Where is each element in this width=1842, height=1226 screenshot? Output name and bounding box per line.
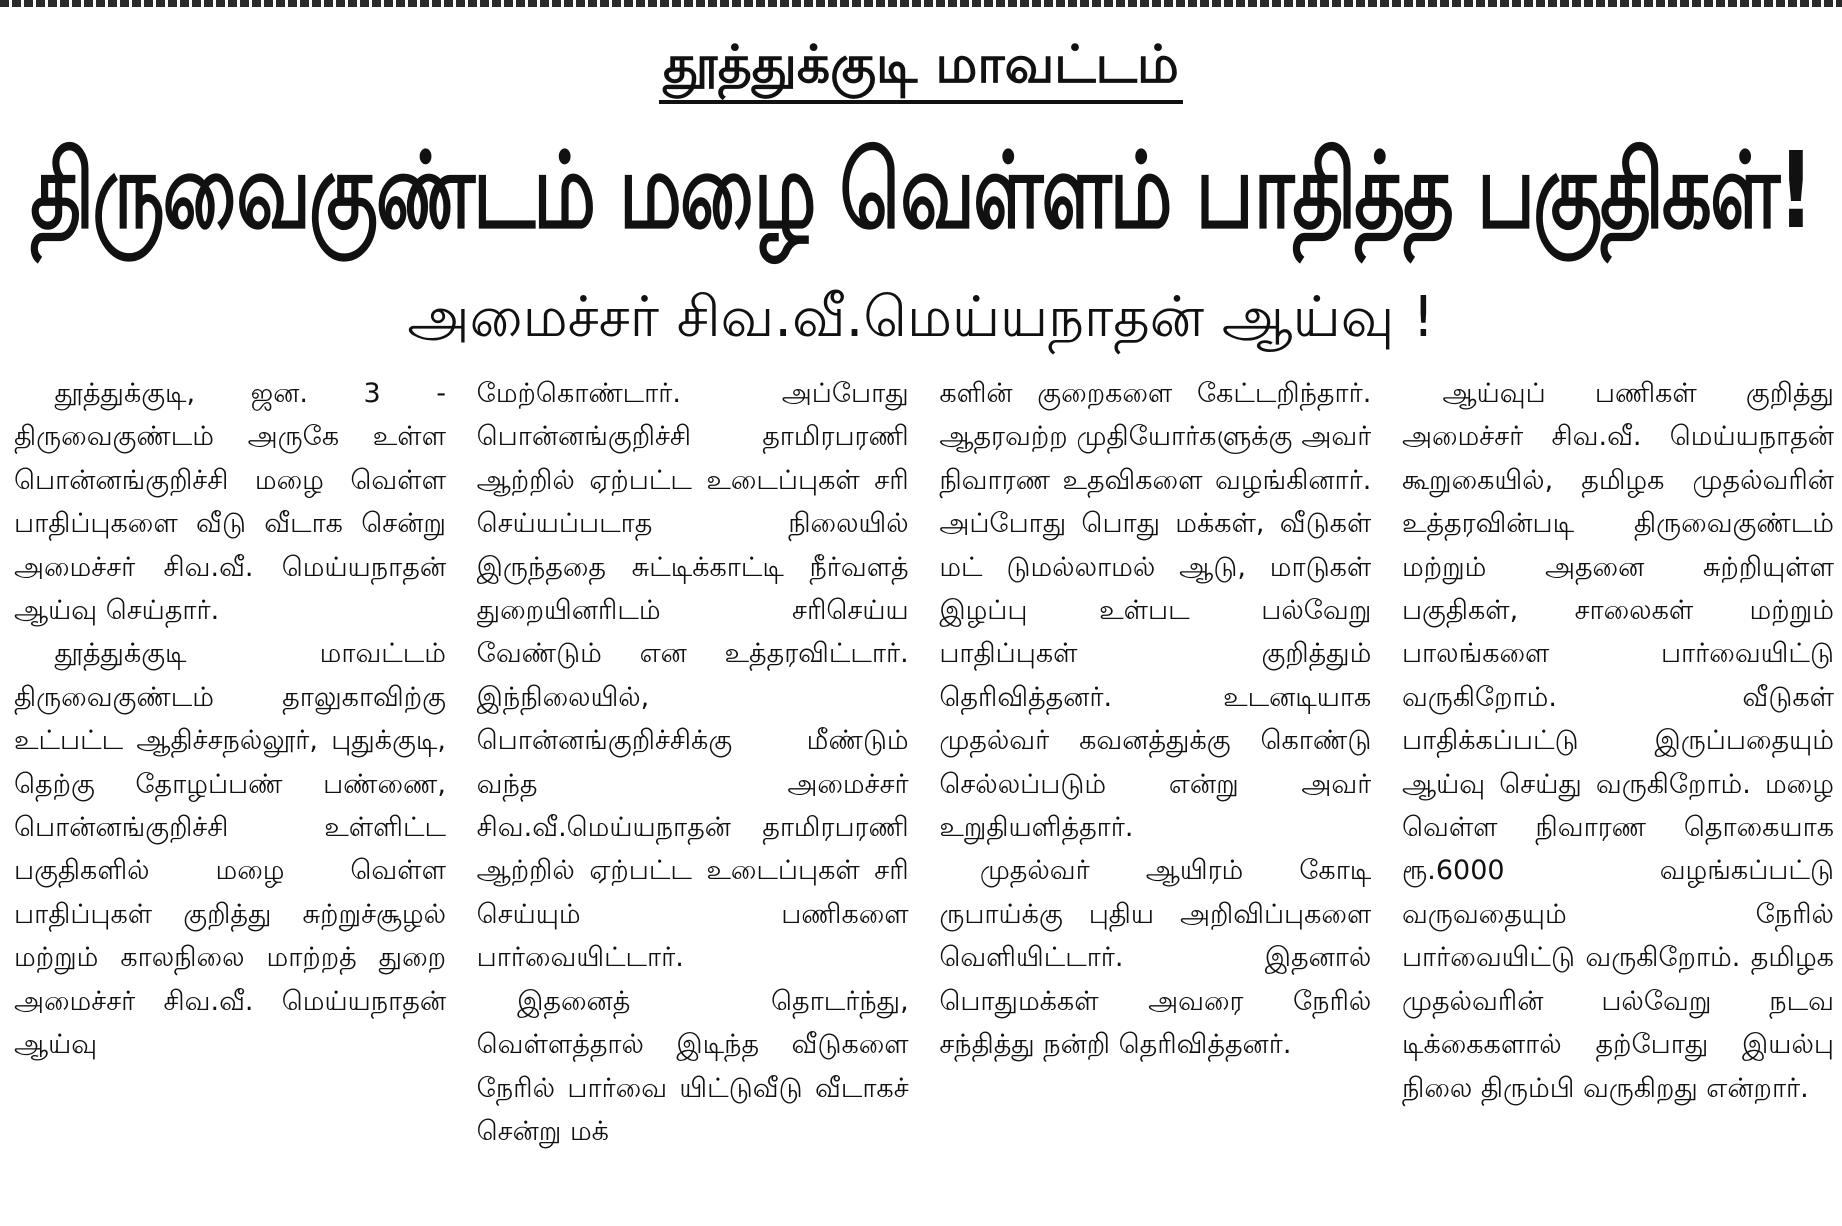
paragraph: தூத்துக்குடி, ஜன. 3 - திருவைகுண்டம் அருகே உள்ள பொன்னங்குறிச்சி மழை வெள்ள பாதிப்புகளை வீடு வீடாக சென்று அமைச்சர் சிவ.வீ. மெய்யநாதன் ஆய்வு செய்தார்.: [14, 378, 446, 627]
column-4: [1402, 372, 1834, 1220]
headline: திருவைகுண்டம் மழை வெள்ளம் பாதித்த பகுதிகள்!: [30, 131, 1812, 253]
column-1: [14, 372, 446, 1220]
paragraph: ஆய்வுப் பணிகள் குறித்து அமைச்சர் சிவ.வீ. மெய்யநாதன் கூறுகையில், தமிழக முதல்வரின் உத்தரவின்படி திருவைகுண்டம் மற்றும் அதனை சுற்றியுள்ள பகுதிகள், சாலைகள் மற்றும் பாலங்களை பார்வையிட்டு வருகிறோம். வீடுகள் பாதிக்கப்பட்டு இருப்பதையும் ஆய்வு செய்து வருகிறோம். மழை வெள்ள நிவாரண தொகையாக ரூ.6000 வழங்கப்பட்டு வருவதையும் நேரில் பார்வையிட்டு வருகிறோம். தமிழக முதல்வரின் பல்வேறு நடவ டிக்கைகளால் தற்போது இயல்பு நிலை திரும்பி வருகிறது என்றார்.: [1401, 378, 1834, 1104]
kicker-text: தூத்துக்குடி மாவட்டம்: [659, 30, 1183, 104]
subheadline: அமைச்சர் சிவ.வீ.மெய்யநாதன் ஆய்வு !: [407, 285, 1435, 350]
paragraph: இதனைத் தொடர்ந்து, வெள்ளத்தால் இடிந்த வீடுகளை நேரில் பார்வை யிட்டுவீடு வீடாகச் சென்று மக்: [476, 985, 909, 1147]
article-body: [14, 372, 1834, 1220]
column-2: [477, 372, 909, 1220]
paragraph: மேற்கொண்டார். அப்போது பொன்னங்குறிச்சி தாமிரபரணி ஆற்றில் ஏற்பட்ட உடைப்புகள் சரி செய்யப்படாத நிலையில் இருந்ததை சுட்டிக்காட்டி நீர்வளத் துறையினரிடம் சரிசெய்ய வேண்டும் என உத்தரவிட்டார். இந்நிலையில், பொன்னங்குறிச்சிக்கு மீண்டும் வந்த அமைச்சர் சிவ.வீ.மெய்யநாதன் தாமிரபரணி ஆற்றில் ஏற்பட்ட உடைப்புகள் சரி செய்யும் பணிகளை பார்வையிட்டார்.: [476, 378, 909, 974]
paragraph: களின் குறைகளை கேட்டறிந்தார். ஆதரவற்ற முதியோர்களுக்கு அவர் நிவாரண உதவிகளை வழங்கினார். அப்போது பொது மக்கள், வீடுகள் மட் டுமல்லாமல் ஆடு, மாடுகள் இழப்பு உள்பட பல்வேறு பாதிப்புகள் குறித்தும் தெரிவித்தனர். உடனடியாக முதல்வர் கவனத்துக்கு கொண்டு செல்லப்படும் என்று அவர் உறுதியளித்தார்.: [939, 378, 1372, 844]
paragraph: முதல்வர் ஆயிரம் கோடி ருபாய்க்கு புதிய அறிவிப்புகளை வெளியிட்டார். இதனால் பொதுமக்கள் அவரை நேரில் சந்தித்து நன்றி தெரிவித்தனர்.: [939, 855, 1372, 1061]
paragraph: தூத்துக்குடி மாவட்டம் திருவைகுண்டம் தாலுகாவிற்கு உட்பட்ட ஆதிச்சநல்லூர், புதுக்குடி, தெற்கு தோழப்பண் பண்ணை, பொன்னங்குறிச்சி உள்ளிட்ட பகுதிகளில் மழை வெள்ள பாதிப்புகள் குறித்து சுற்றுச்சூழல் மற்றும் காலநிலை மாற்றத் துறை அமைச்சர் சிவ.வீ. மெய்யநாதன் ஆய்வு: [14, 638, 446, 1061]
column-3: [939, 372, 1371, 1220]
top-border-rule: [0, 0, 1842, 7]
